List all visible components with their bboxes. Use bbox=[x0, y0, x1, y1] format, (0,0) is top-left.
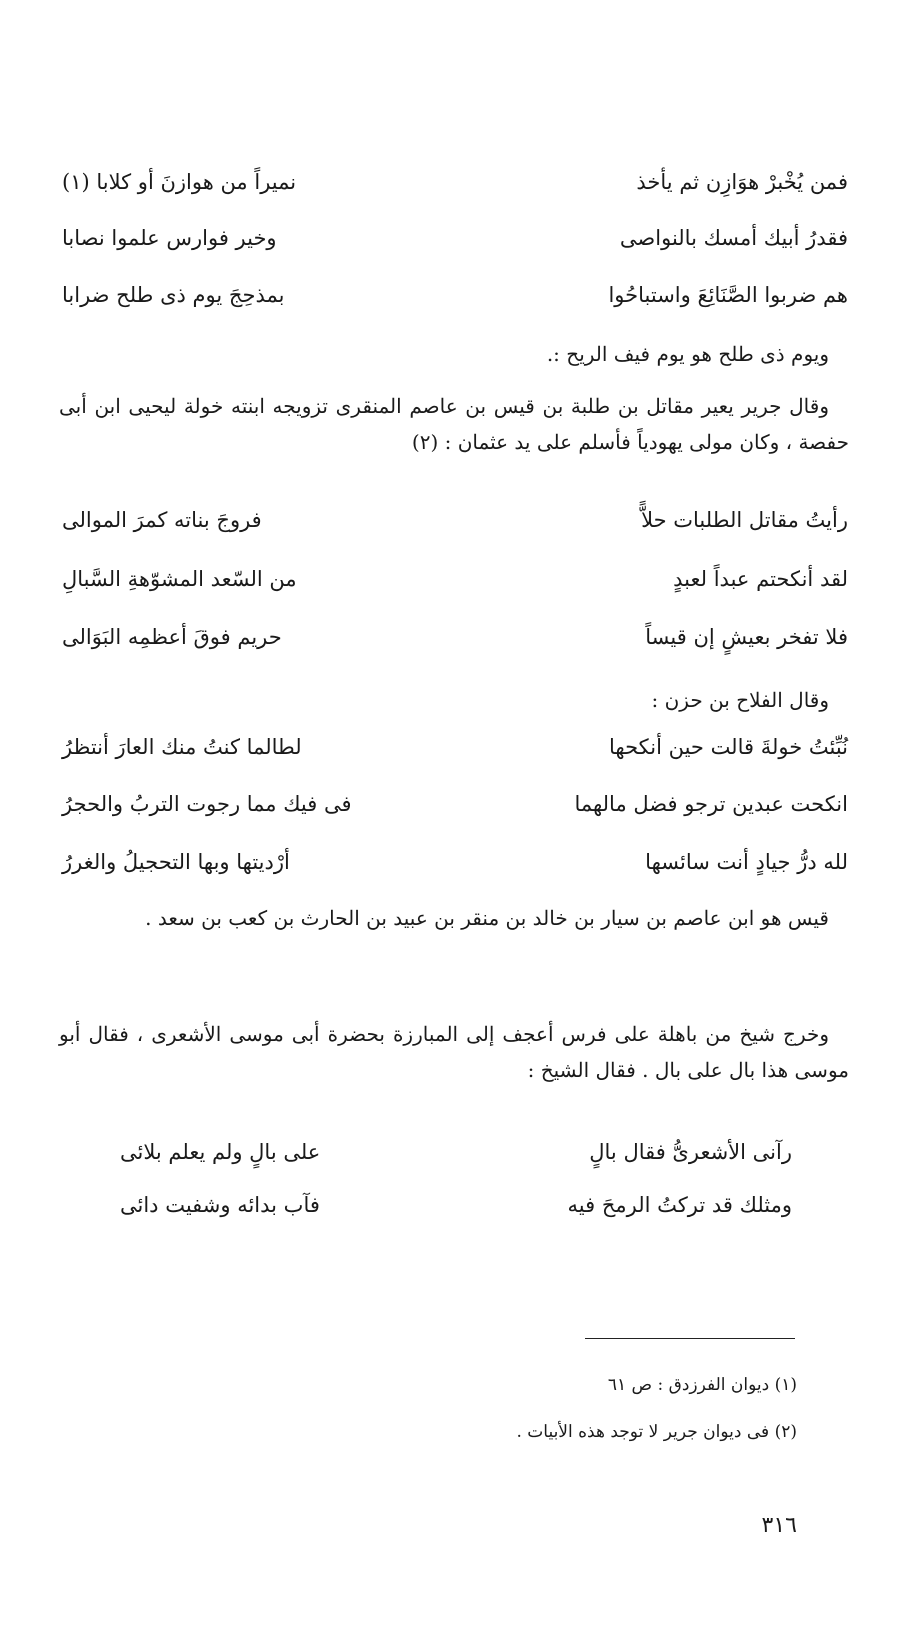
hemistich-second: نميراً من هوازنَ أو كلابا (١) bbox=[62, 170, 297, 194]
prose-fallah-intro: وقال الفلاح بن حزن : bbox=[651, 688, 829, 712]
hemistich-second: على بالٍ ولم يعلم بلائى bbox=[120, 1140, 321, 1164]
verse-line bbox=[62, 567, 848, 607]
hemistich-second: فآب بدائه وشفيت دائى bbox=[120, 1193, 320, 1217]
verse-line bbox=[62, 170, 848, 210]
hemistich-second: حريم فوقَ أعظمِه البَوَالى bbox=[62, 625, 282, 649]
footnote: (١) ديوان الفرزدق : ص ٦١ bbox=[607, 1375, 797, 1395]
hemistich-first: رأيتُ مقاتل الطلبات حلاًّ bbox=[641, 508, 848, 532]
hemistich-first: فقدرُ أبيك أمسك بالنواصى bbox=[619, 226, 848, 250]
footnote-divider bbox=[585, 1338, 795, 1339]
prose-qays-note: قيس هو ابن عاصم بن سيار بن خالد بن منقر بن عبيد بن الحارث بن كعب بن سعد . bbox=[145, 906, 829, 930]
verse-line bbox=[120, 1193, 792, 1233]
hemistich-second: لطالما كنتُ منك العارَ أنتظرُ bbox=[62, 735, 302, 759]
hemistich-first: هم ضربوا الصَّنَائِعَ واستباحُوا bbox=[608, 283, 848, 307]
verse-line bbox=[62, 283, 848, 323]
hemistich-first: فلا تفخر بعيشٍ إن قيساً bbox=[645, 625, 848, 649]
verse-line bbox=[62, 792, 848, 832]
hemistich-first: ومثلك قد تركتُ الرمحَ فيه bbox=[567, 1193, 792, 1217]
prose-bahila-intro: وخرج شيخ من باهلة على فرس أعجف إلى المبارزة بحضرة أبى موسى الأشعرى ، فقال أبو موسى هذا بال على بال . فقال الشيخ : bbox=[59, 1022, 849, 1082]
hemistich-first: رآنى الأشعرىُّ فقال بالٍ bbox=[589, 1140, 792, 1164]
hemistich-first: انكحت عبدين ترجو فضل مالهما bbox=[574, 792, 848, 816]
prose-note-day: ويوم ذى طلح هو يوم فيف الريح :. bbox=[546, 342, 829, 366]
footnote: (٢) فى ديوان جرير لا توجد هذه الأبيات . bbox=[516, 1422, 797, 1442]
hemistich-first: نُبِّئتُ خولةَ قالت حين أنكحها bbox=[609, 735, 848, 759]
verse-line bbox=[62, 625, 848, 665]
verse-line bbox=[62, 508, 848, 548]
hemistich-first: لله درُّ جيادٍ أنت سائسها bbox=[645, 850, 848, 874]
hemistich-first: فمن يُخْبرْ هوَازِن ثم يأخذ bbox=[636, 170, 848, 194]
hemistich-second: أرْديتها وبها التحجيلُ والغررُ bbox=[62, 850, 290, 874]
verse-line bbox=[120, 1140, 792, 1180]
hemistich-second: من السّعد المشوّهةِ السَّبالِ bbox=[62, 567, 297, 591]
hemistich-second: فى فيك مما رجوت التربُ والحجرُ bbox=[62, 792, 352, 816]
hemistich-second: وخير فوارس علموا نصابا bbox=[62, 226, 277, 250]
hemistich-second: بمذحِجَ يوم ذى طلح ضرابا bbox=[62, 283, 285, 307]
page-number: ٣١٦ bbox=[761, 1513, 797, 1538]
verse-line bbox=[62, 735, 848, 775]
verse-line bbox=[62, 850, 848, 890]
hemistich-first: لقد أنكحتم عبداً لعبدٍ bbox=[673, 567, 848, 591]
hemistich-second: فروجَ بناته كمرَ الموالى bbox=[62, 508, 262, 532]
prose-jarir-intro: وقال جرير يعير مقاتل بن طلبة بن قيس بن عاصم المنقرى تزويجه ابنته خولة ليحيى ابن أبى حفصة ، وكان مولى يهودياً فأسلم على يد عثمان : (٢) bbox=[59, 394, 849, 454]
verse-line bbox=[62, 226, 848, 266]
